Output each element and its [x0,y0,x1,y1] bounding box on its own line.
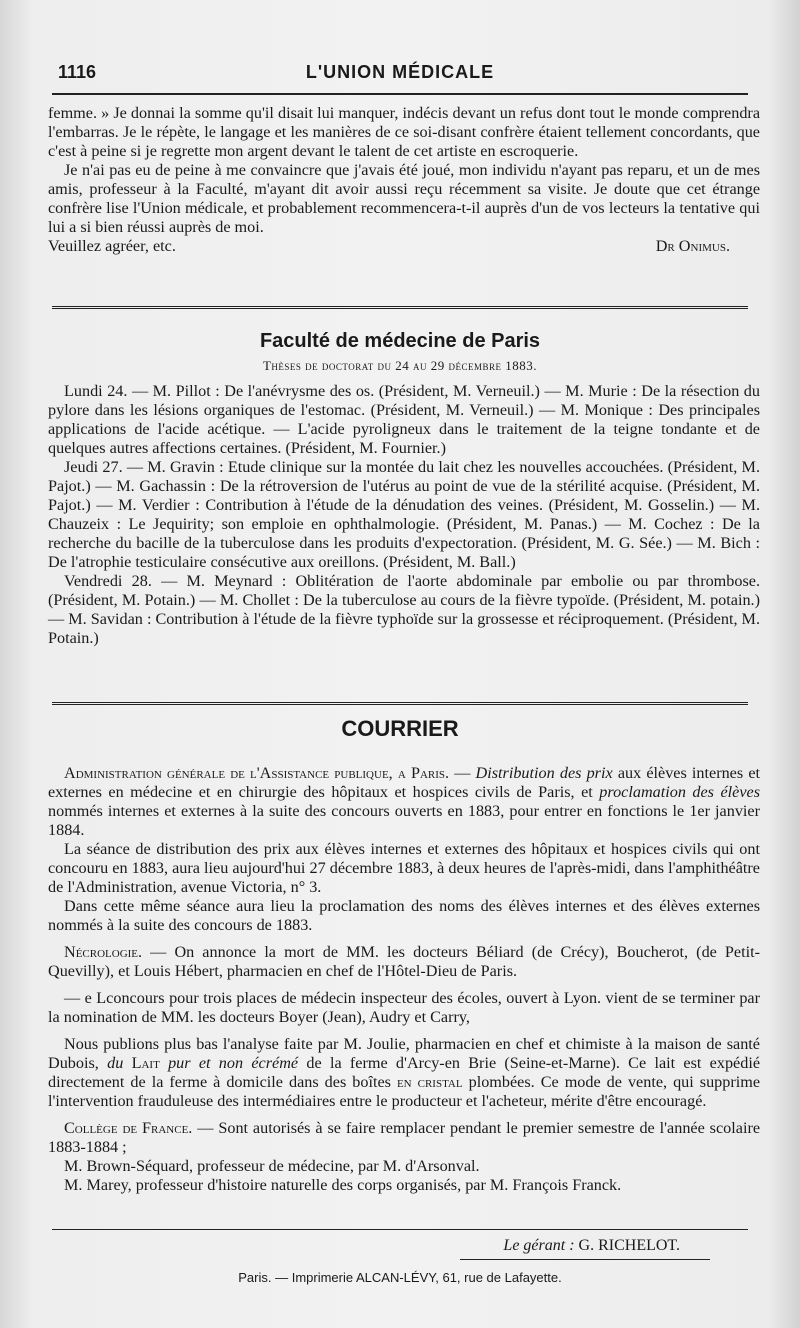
letter-signature: Dr Onimus. [655,237,730,255]
gerant-label: Le gérant : [503,1237,575,1254]
lait-sc: Lait [131,1054,160,1072]
thesis-paragraph: Jeudi 27. — M. Gravin : Etude clinique sur la montée du lait chez les nouvelles accouchées. (Président, M. Pajot.) — M. Gachassin : De la rétroversion de l'utérus au point de vue de la stérilité acquise. (Président, M. Pajot.) — M. Verdier : Contribution à l'étude de la dénudation des veines. (Président, M. Gosselin.) — M. Chauzeix : Le Jequirity; son emploie en ophthalmologie. (Président, M. Panas.) — M. Cochez : De la recherche du bacille de la tuberculose dans les produits d'expectoration. (Président, M. G. Sée.) — M. Bich : De l'atrophie testiculaire consécutive aux oreillons. (Président, M. Ball.) [48,458,760,571]
lait-italic: du [107,1054,124,1072]
printer-imprint: Paris. — Imprimerie ALCAN-LÉVY, 61, rue de Lafayette. [238,1270,562,1285]
section-divider [52,702,748,705]
admin-topic: Distribution des prix [475,764,613,782]
faculte-subtitle: Thèses de doctorat du 24 au 29 décembre 1883. [262,358,538,373]
admin-paragraph-2: La séance de distribution des prix aux élèves internes et externes des hôpitaux et hospices civils qui ont concouru en 1883, aura lieu aujourd'hui 27 décembre 1883, à deux heures de l'après-midi, dans l'amphithéâtre de l'Administration, avenue Victoria, n° 3. [48,840,760,896]
admin-paragraph-3: Dans cette même séance aura lieu la proclamation des noms des élèves internes et des élèves externes nommés à la suite des concours de 1883. [48,897,760,934]
gerant-rule [460,1259,710,1260]
letter-section [48,104,760,256]
faculte-title: Faculté de médecine de Paris [259,330,541,352]
thesis-paragraph: Lundi 24. — M. Pillot : De l'anévrysme des os. (Président, M. Verneuil.) — M. Murie : De la résection du pylore dans les lésions organiques de l'estomac. (Président, M. Verneuil.) — M. Monique : Des principales applications de l'acide acétique. — L'acide pyroligneux dans le traitement de la teigne tondante et de quelques autres affections certaines. (Président, M. Fournier.) [48,382,760,457]
necrologie-text: — On annonce la mort de MM. les docteurs Béliard (de Crécy), Boucherot, (de Petit-Quevilly), et Louis Hébert, pharmacien en chef de l'Hôtel-Dieu de Paris. [48,943,761,980]
footer-rule [52,1229,748,1230]
courrier-section [48,764,760,1195]
lait-text-3: plombées. Ce mode de vente, qui supprime l'intervention frauduleuse des intermédiaires entre le producteur et l'acheteur, mérite d'être encouragé. [48,1073,761,1110]
necrologie-lead: Nécrologie. [64,943,143,961]
faculte-section [48,382,760,648]
page-number: 1116 [58,62,97,82]
admin-lead: Administration générale de l'Assistance publique, a Paris. [64,764,450,782]
college-item: M. Brown-Séquard, professeur de médecine, par M. d'Arsonval. [64,1157,480,1175]
lait-text: Nous publions plus bas l'analyse faite par M. Joulie, pharmacien en chef et chimiste à la maison de santé Dubois, [48,1035,760,1072]
lait-sc-2: en cristal [396,1073,463,1091]
admin-paragraph: Administration générale de l'Assistance publique, a Paris. — Distribution des prix aux élèves internes et externes en médecine et en chirurgie des hôpitaux et hospices civils de Paris, et proclamation des élèves nommés internes et externes à la suite des concours ouverts en 1883, pour entrer en fonctions le 1er janvier 1884. [48,764,760,839]
letter-paragraph: Je n'ai pas eu de peine à me convaincre que j'avais été joué, mon individu n'ayant pas reparu, et un de mes amis, professeur à la Faculté, m'ayant dit avoir aussi reçu récemment sa visite. Je doute que cet étrange confrère lise l'Union médicale, et probablement recommencera-t-il auprès d'un de vos lecteurs la tentative qui lui a si bien réussi auprès de moi. [48,161,760,236]
header-rule [52,93,748,95]
page-header [40,58,760,88]
necrologie-paragraph [48,943,760,981]
college-lead: Collège de France. [64,1119,193,1137]
courrier-title: COURRIER [341,716,459,741]
lait-text-2: de la ferme d'Arcy-en Brie (Seine-et-Marne). Ce lait est expédié directement de la ferme à domicile dans des boîtes [48,1054,760,1091]
running-title: L'UNION MÉDICALE [305,62,495,82]
section-divider [52,306,748,309]
college-item: M. Marey, professeur d'histoire naturelle des corps organisés, par M. François Franck. [64,1176,622,1194]
letter-closing: Veuillez agréer, etc. [48,237,176,255]
college-paragraph [48,1119,760,1157]
admin-topic-2: proclamation des élèves [599,783,760,801]
lait-italic-2: pur et non écrémé [168,1054,299,1072]
admin-text-2: nommés internes et externes à la suite des concours ouverts en 1883, pour entrer en fonctions le 1er janvier 1884. [48,802,760,839]
letter-closing-row [48,237,760,256]
gerant-name: G. RICHELOT. [578,1237,680,1254]
admin-text: aux élèves internes et externes en médecine et en chirurgie des hôpitaux et hospices civils de Paris, et [48,764,760,801]
thesis-paragraph: Vendredi 28. — M. Meynard : Oblitération de l'aorte abdominale par embolie ou par thrombose. (Président, M. Potain.) — M. Chollet : De la tuberculose au cours de la fièvre typoïde. (Président, M. potain.) — M. Savidan : Contribution à l'étude de la fièvre typhoïde sur la grossesse et réciproquement. (Président, M. Potain.) [48,572,760,647]
concours-paragraph: — e Lconcours pour trois places de médecin inspecteur des écoles, ouvert à Lyon. vient de se terminer par la nomination de MM. les docteurs Boyer (Jean), Audry et Carry, [48,989,760,1026]
college-text: — Sont autorisés à se faire remplacer pendant le premier semestre de l'année scolaire 1883-1884 ; [48,1119,761,1156]
gerant-line [503,1237,680,1255]
letter-paragraph: femme. » Je donnai la somme qu'il disait lui manquer, indécis devant un refus dont tout le monde comprendra l'embarras. Je le répète, le langage et les manières de ce soi-disant confrère étaient tellement concordants, que c'est à peine si je regrette mon argent devant le talent de cet artiste en escroquerie. [48,104,760,160]
lait-paragraph [48,1035,760,1111]
